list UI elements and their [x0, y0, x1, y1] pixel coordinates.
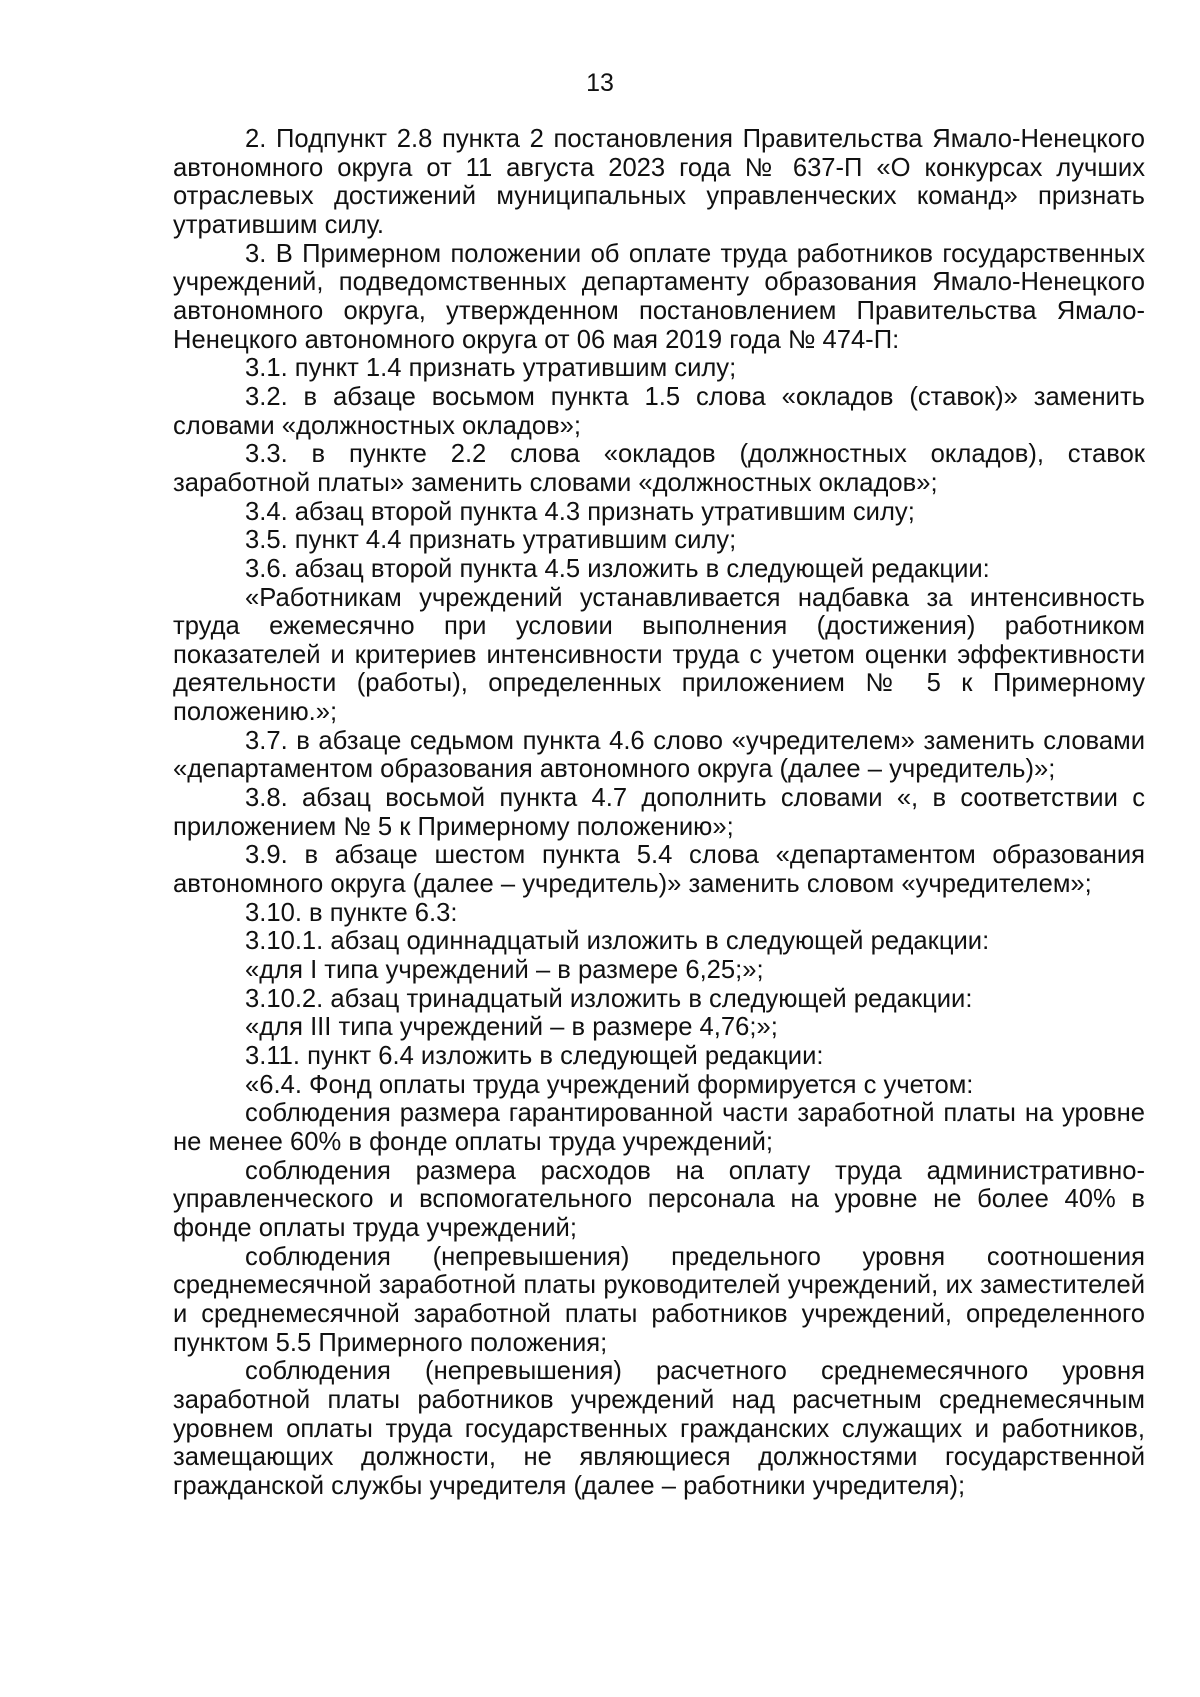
- paragraph: 3.8. абзац восьмой пункта 4.7 дополнить словами «, в соответствии с приложением № 5 к Примерному положению»;: [173, 784, 1145, 841]
- paragraph: 3.10.1. абзац одиннадцатый изложить в следующей редакции:: [245, 927, 990, 956]
- paragraph: 2. Подпункт 2.8 пункта 2 постановления Правительства Ямало-Ненецкого автономного округа от 11 августа 2023 года № 637-П «О конкурсах лучших отраслевых достижений муниципальных управленческих команд» признать утратившим силу.: [173, 125, 1145, 239]
- paragraph: 3.1. пункт 1.4 признать утратившим силу;: [245, 354, 737, 383]
- paragraph: «6.4. Фонд оплаты труда учреждений формируется с учетом:: [245, 1070, 974, 1099]
- paragraph: 3.10. в пункте 6.3:: [245, 898, 458, 927]
- paragraph: «Работникам учреждений устанавливается надбавка за интенсивность труда ежемесячно при условии выполнения (достижения) работником показателей и критериев интенсивности труда с учетом оценки эффективности деятельности (работы), определенных приложением № 5 к Примерному положению.»;: [173, 583, 1145, 727]
- paragraph: «для I типа учреждений – в размере 6,25;»;: [245, 956, 764, 985]
- paragraph: 3. В Примерном положении об оплате труда работников государственных учреждений, подведомственных департаменту образования Ямало-Ненецкого автономного округа, утвержденном постановлением Правительства Ямало-Ненецкого автономного округа от 06 мая 2019 года № 474-П:: [173, 239, 1145, 354]
- paragraph: 3.10.2. абзац тринадцатый изложить в следующей редакции:: [245, 984, 973, 1013]
- page-number: 13: [586, 69, 614, 97]
- paragraph: 3.4. абзац второй пункта 4.3 признать утратившим силу;: [245, 497, 915, 526]
- paragraph: соблюдения (непревышения) предельного уровня соотношения среднемесячной заработной платы руководителей учреждений, их заместителей и среднемесячной заработной платы работников учреждений, определенного пунктом 5.5 Примерного положения;: [173, 1242, 1145, 1357]
- paragraph: 3.11. пункт 6.4 изложить в следующей редакции:: [245, 1042, 824, 1070]
- paragraph: 3.2. в абзаце восьмом пункта 1.5 слова «окладов (ставок)» заменить словами «должностных окладов»;: [173, 382, 1145, 440]
- paragraph: 3.6. абзац второй пункта 4.5 изложить в следующей редакции:: [245, 554, 990, 583]
- paragraph: соблюдения размера гарантированной части заработной платы на уровне не менее 60% в фонде оплаты труда учреждений;: [173, 1099, 1145, 1156]
- paragraph: 3.9. в абзаце шестом пункта 5.4 слова «департаментом образования автономного округа (далее – учредитель)» заменить словом «учредителем»;: [173, 841, 1145, 899]
- paragraph: «для III типа учреждений – в размере 4,76;»;: [245, 1013, 778, 1042]
- paragraph: 3.3. в пункте 2.2 слова «окладов (должностных окладов), ставок заработной платы» заменить словами «должностных окладов»;: [173, 440, 1145, 497]
- paragraph: 3.5. пункт 4.4 признать утратившим силу;: [245, 526, 737, 555]
- paragraph: 3.7. в абзаце седьмом пункта 4.6 слово «учредителем» заменить словами «департаментом образования автономного округа (далее – учредитель)»;: [173, 726, 1145, 784]
- paragraph: соблюдения (непревышения) расчетного среднемесячного уровня заработной платы работников учреждений над расчетным среднемесячным уровнем оплаты труда государственных гражданских служащих и работников, замещающих должности, не являющиеся должностями государственной гражданской службы учредителя (далее – работники учредителя);: [173, 1357, 1145, 1500]
- paragraph: соблюдения размера расходов на оплату труда административно-управленческого и вспомогательного персонала на уровне не более 40% в фонде оплаты труда учреждений;: [173, 1156, 1145, 1242]
- document-body: [173, 125, 1145, 1501]
